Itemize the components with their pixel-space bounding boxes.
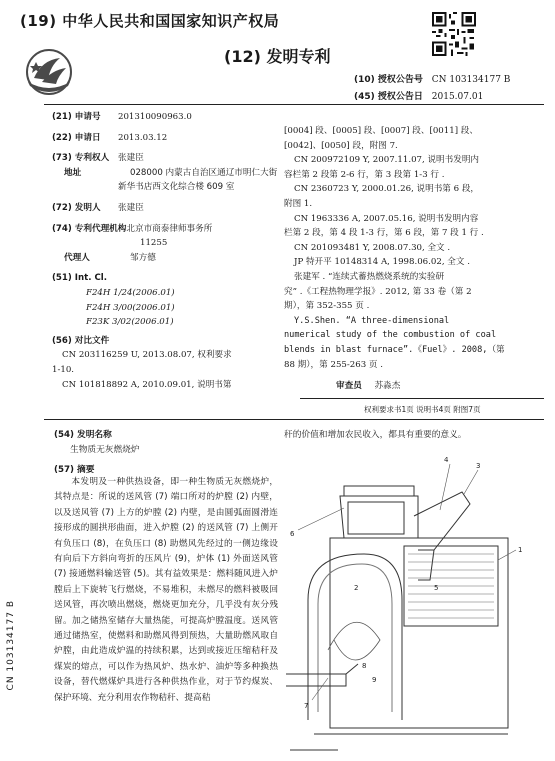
citation-line: 附图 1.	[284, 198, 313, 209]
document-type: (12) 发明专利	[224, 47, 331, 66]
figure-label: 4	[444, 456, 449, 464]
flame-swirl	[328, 622, 380, 660]
citation-line: 张建军 . “连续式蓄热燃烧系统的实验研	[294, 271, 445, 282]
figure-label: 5	[434, 584, 439, 592]
citation-line: 1-10.	[52, 364, 75, 375]
citation-line: 容栏第 2 段第 2-6 行，第 3 段第 1-3 行 .	[284, 169, 445, 180]
citation-line: CN 203116259 U, 2013.08.07, 权利要求	[62, 350, 232, 361]
ipc-entry: F24H 3/00(2006.01)	[86, 302, 175, 313]
header-divider	[44, 104, 544, 105]
publication-number: (10) 授权公告号 CN 103134177 B	[354, 75, 511, 85]
air-pipe	[286, 674, 346, 686]
citation-line: blends in blast furnace”.《Fuel》. 2008,（第	[284, 344, 505, 355]
cnipa-emblem-icon	[20, 46, 78, 98]
citations-continued	[284, 124, 534, 372]
citation-line: 88 期），第 255-263 页 .	[284, 359, 383, 370]
furnace-body	[330, 538, 508, 728]
citation-line: CN 200972109 Y, 2007.11.07, 说明书发明内	[294, 155, 480, 166]
citation-line: numerical study of the combustion of coal	[284, 330, 497, 341]
citation-line: CN 1963336 A, 2007.05.16, 说明书发明内容	[294, 213, 479, 224]
figure-label: 8	[362, 662, 367, 670]
figure-label: 2	[354, 584, 359, 592]
invention-title-section	[54, 428, 140, 478]
examiner: 审查员 苏淼杰	[336, 381, 401, 391]
abstract-continuation: 秆的价值和增加农民收入，都具有重要的意义。	[284, 430, 467, 440]
invention-title: 生物质无灰燃烧炉	[70, 445, 140, 456]
publication-date: (45) 授权公告日 2015.07.01	[354, 92, 484, 102]
figure-label: 3	[476, 462, 481, 470]
office-name: (19) 中华人民共和国国家知识产权局	[20, 12, 280, 30]
pages-divider-top	[300, 398, 544, 399]
figure-label: 6	[290, 530, 295, 538]
abstract-divider	[44, 419, 544, 420]
citation-line: Y.S.Shen. “A three-dimensional	[294, 315, 450, 326]
ipc-entry: F24H 1/24(2006.01)	[86, 287, 175, 298]
tank-lid	[344, 486, 414, 496]
qr-code-icon	[432, 12, 476, 56]
bibliographic-data: (21) 申请号 201310090963.0 (22) 申请日 2013.03.12 (73) 专利权人 张建臣 地址 028000 内蒙古自治区通辽市明仁大街 新华书店西文化综合楼 609 室 (72) 发明人 张建臣 (74) 专利代理机构 北京市商泰律师事务所 11255 代理人 邹方德 (51) Int. Cl. F24H 1/24(2006.01) F24H 3/00(2006.01) F23K 3/02(2006.01) (56) 对比文件 CN 203116259 U, 2013.08.07, 权利要求 1-10. CN 101818892 A, 2010.09.01, 说明书第	[52, 110, 292, 392]
citation-line: 究” .《工程热物理学报》. 2012, 第 33 卷（第 2	[284, 286, 472, 297]
page-count-info: 权利要求书1页 说明书4页 附图7页	[364, 405, 481, 414]
title-label: (54) 发明名称	[54, 430, 112, 440]
figure-label: 7	[304, 702, 309, 710]
abstract-text: 本发明及一种供热设备，即一种生物质无灰燃烧炉，其特点是：所说的送风管 (7) 端口所对的炉膛 (2) 内壁，以及送风管 (7) 上方的炉膛 (2) 内壁，是由圆弧面圆滑连接形成的圆拱形曲面，进入炉膛 (2) 的送风管 (7) 上侧开有负压口 (8)，在负压口 (8) 助燃风先经过的一侧边缘设有向后下方斜向弯折的压风片 (9)，炉体 (1) 外面送风管 (7) 接通燃料输送管 (5)。其有益效果是：燃料随风进入炉膛后上下旋转飞行燃烧，不易堆积，未燃尽的燃料被吸回送风管，再次喷出燃烧，燃烧更加充分，几乎没有灰分残留。加之储热室储存大量热能，可提高炉膛温度。送风管通过储热室，使燃料和助燃风得到预热，大量助燃风取自炉膛，由此造成炉温的持续积累，达到或接近压缩秸秆及煤炭的熔点，可以作为热风炉、热水炉、油炉等多种换热设备，替代燃煤炉具进行各种供热作业，对于节约煤炭、保护环境、充分利用农作物秸秆、提高秸	[54, 477, 278, 703]
citation-line: 期），第 352-355 页 .	[284, 301, 370, 312]
citation-line: JP 特开平 10148314 A, 1998.06.02, 全文 .	[294, 257, 470, 268]
figure-label: 1	[518, 546, 523, 554]
citation-line: 栏第 2 段，第 4 段 1-3 行，第 6 段，第 7 段 1 行 .	[284, 228, 484, 239]
citation-line: [0042]、[0050] 段，附图 7.	[284, 140, 398, 151]
ipc-entry: F23K 3/02(2006.01)	[86, 317, 174, 328]
abstract-figure	[284, 450, 548, 755]
citation-line: CN 201093481 Y, 2008.07.30, 全文 .	[294, 242, 451, 253]
citation-line: CN 2360723 Y, 2000.01.26, 说明书第 6 段，	[294, 184, 480, 195]
figure-label: 9	[372, 676, 377, 684]
side-publication-number: CN 103134177 B	[6, 600, 16, 691]
abstract-label: (57) 摘要	[54, 464, 95, 475]
citation-line: [0004] 段、[0005] 段、[0007] 段、[0011] 段、	[284, 126, 478, 136]
citation-line: CN 101818892 A, 2010.09.01, 说明书第	[62, 379, 232, 390]
